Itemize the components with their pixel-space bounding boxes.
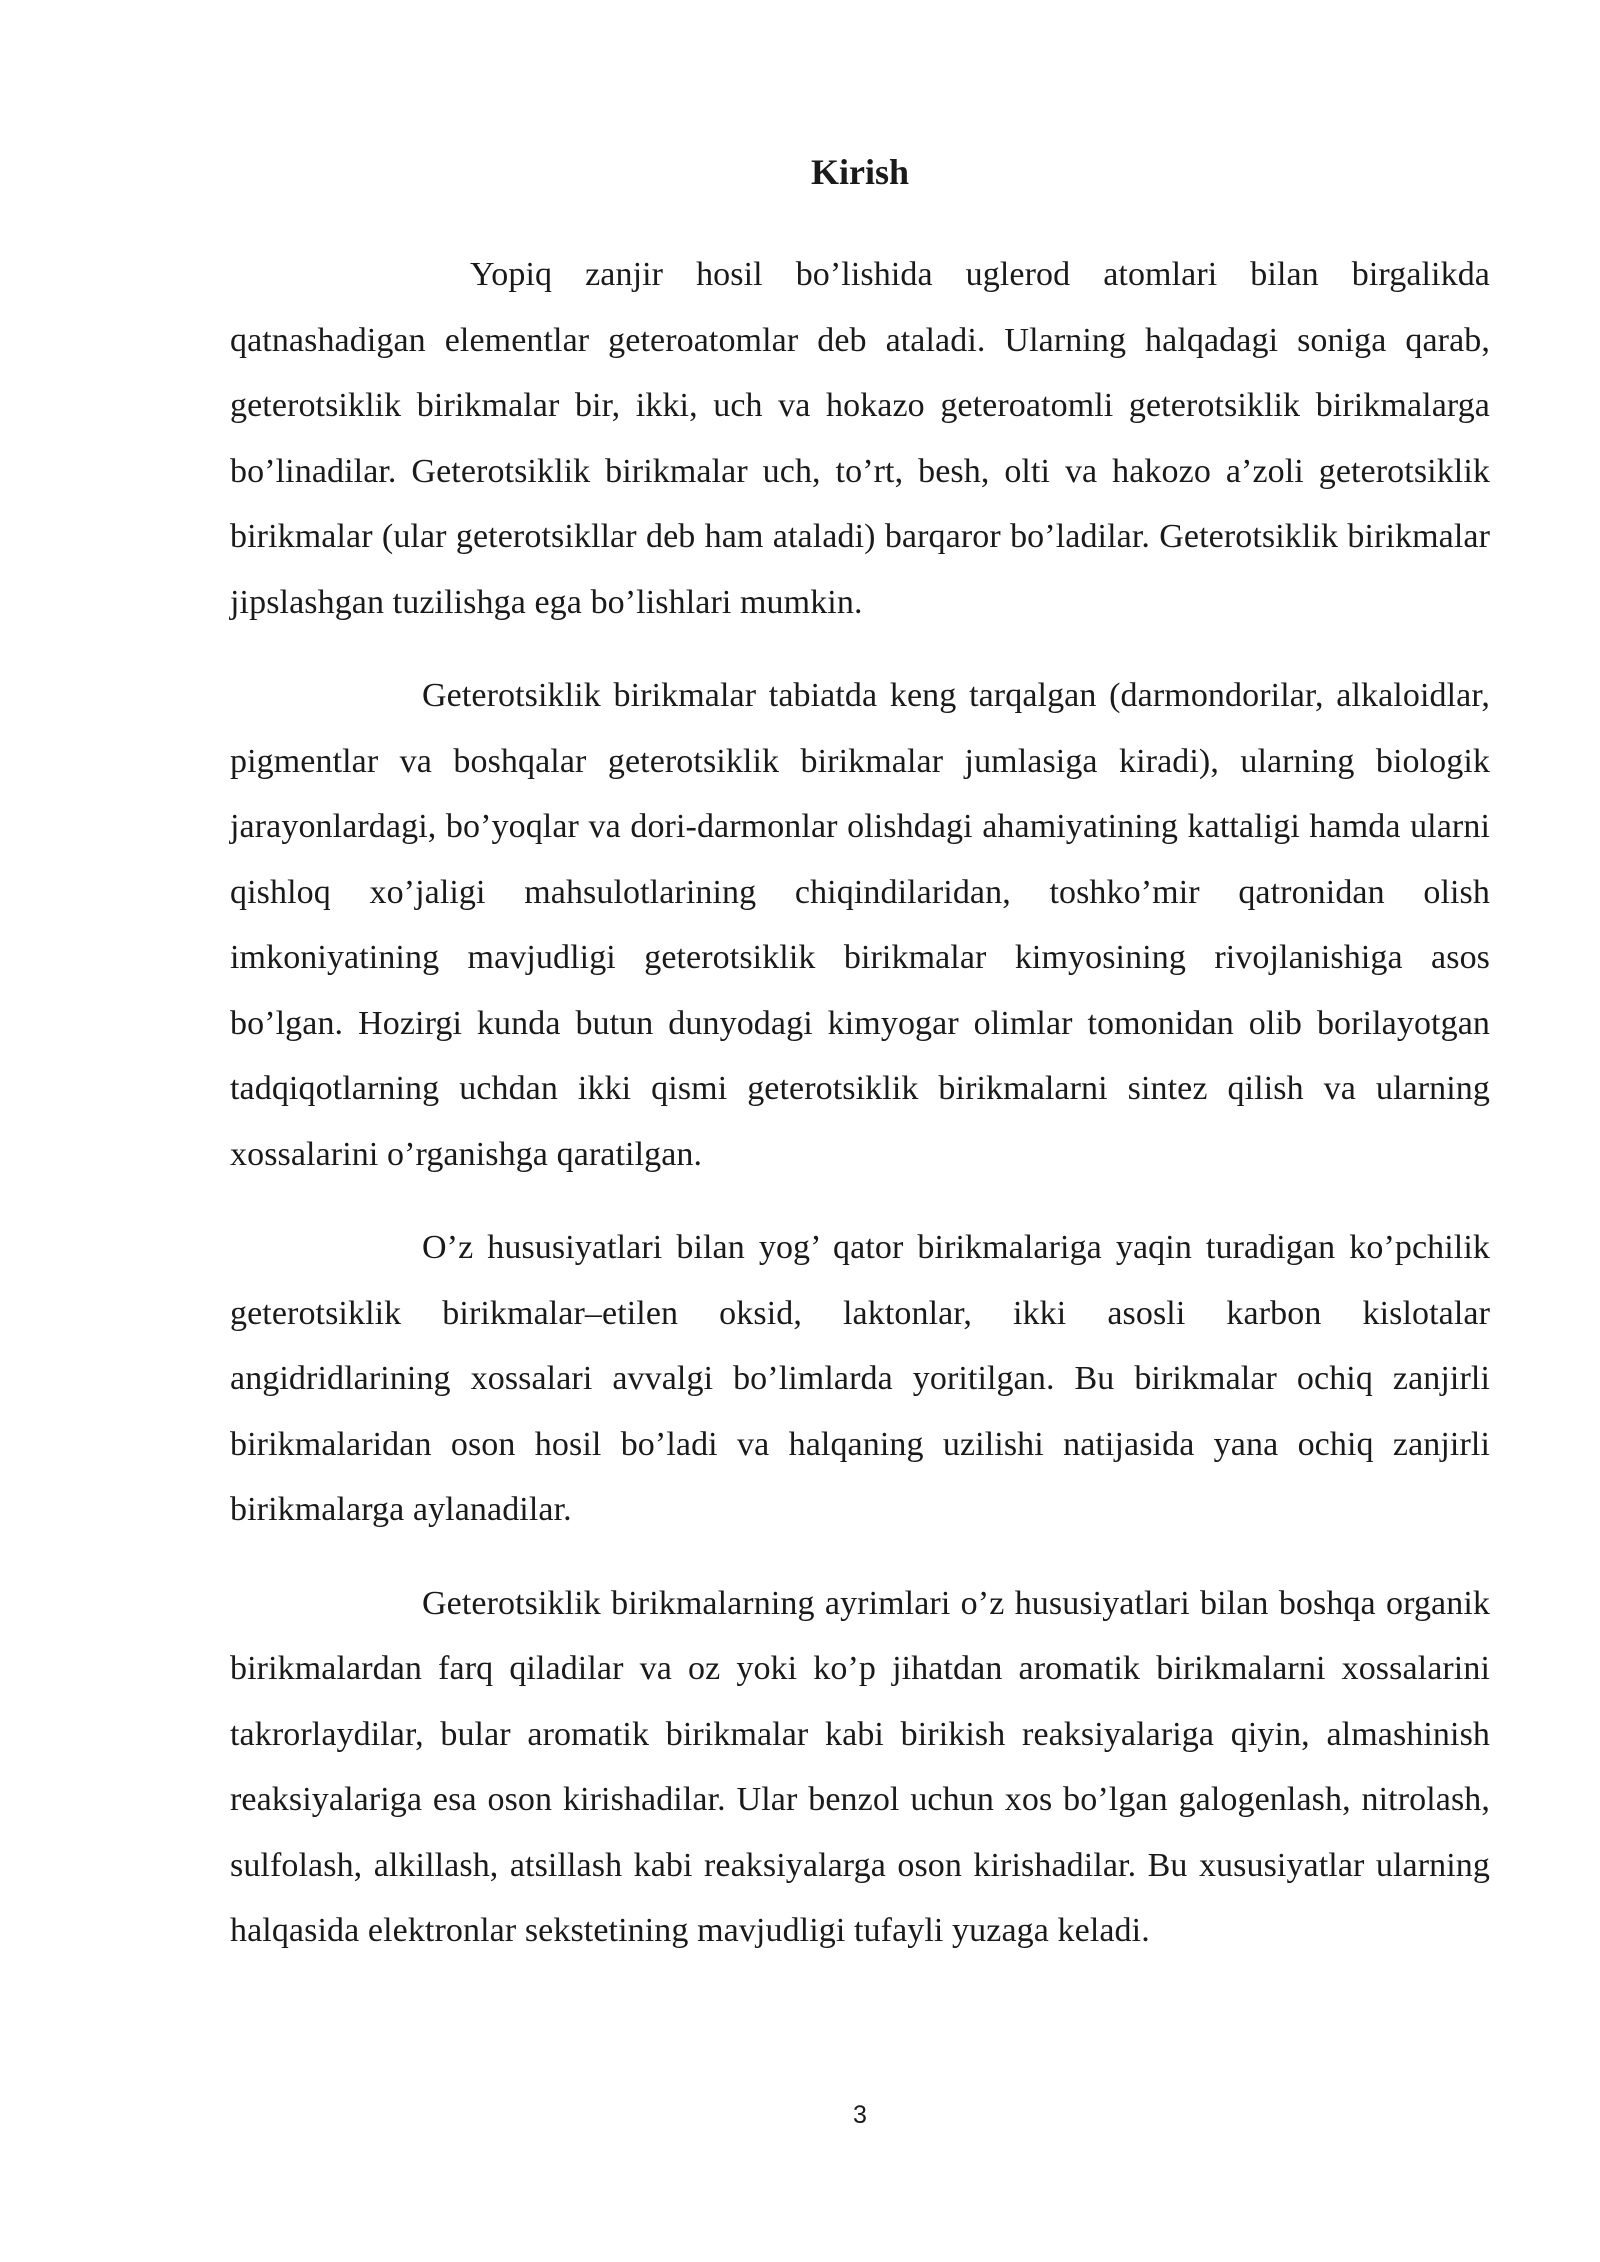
page-number: 3: [853, 2101, 867, 2129]
paragraph-4: Geterotsiklik birikmalarning ayrimlari o’z hususiyatlari bilan boshqa organik birikmalardan farq qiladilar va oz yoki ko’p jihatdan aromatik birikmalarni xossalarini takrorlaydilar, bular aromatik birikmalar kabi birikish reaksiyalariga qiyin, almashinish reaksiyalariga esa oson kirishadilar. Ular benzol uchun xos bo’lgan galogenlash, nitrolash, sulfolash, alkillash, atsillash kabi reaksiyalarga oson kirishadilar. Bu xususiyatlar ularning halqasida elektronlar sekstetining mavjudligi tufayli yuzaga keladi.: [230, 1584, 1490, 1949]
paragraph-2: Geterotsiklik birikmalar tabiatda keng tarqalgan (darmondorilar, alkaloidlar, pigmentlar va boshqalar geterotsiklik birikmalar jumlasiga kiradi), ularning biologik jarayonlardagi, bo’yoqlar va dori-darmonlar olishdagi ahamiyatining kattaligi hamda ularni qishloq xo’jaligi mahsulotlarining chiqindilaridan, toshko’mir qatronidan olish imkoniyatining mavjudligi geterotsiklik birikmalar kimyosining rivojlanishiga asos bo’lgan. Hozirgi kunda butun dunyodagi kimyogar olimlar tomonidan olib borilayotgan tadqiqotlarning uchdan ikki qismi geterotsiklik birikmalarni sintez qilish va ularning xossalarini o’rganishga qaratilgan.: [230, 677, 1490, 1173]
page-title: Kirish: [810, 152, 909, 192]
paragraph-1: Yopiq zanjir hosil bo’lishida uglerod atomlari bilan birgalikda qatnashadigan elementlar geteroatomlar deb ataladi. Ularning halqadagi soniga qarab, geterotsiklik birikmalar bir, ikki, uch va hokazo geteroatomli geterotsiklik birikmalarga bo’linadilar. Geterotsiklik birikmalar uch, to’rt, besh, olti va hakozo a’zoli geterotsiklik birikmalar (ular geterotsikllar deb ham ataladi) barqaror bo’ladilar. Geterotsiklik birikmalar jipslashgan tuzilishga ega bo’lishlari mumkin.: [230, 256, 1490, 621]
paragraph-3: O’z hususiyatlari bilan yog’ qator birikmalariga yaqin turadigan ko’pchilik geterotsiklik birikmalar–etilen oksid, laktonlar, ikki asosli karbon kislotalar angidridlarining xossalari avvalgi bo’limlarda yoritilgan. Bu birikmalar ochiq zanjirli birikmalaridan oson hosil bo’ladi va halqaning uzilishi natijasida yana ochiq zanjirli birikmalarga aylanadilar.: [230, 1229, 1490, 1528]
body-text: [230, 242, 1490, 1992]
